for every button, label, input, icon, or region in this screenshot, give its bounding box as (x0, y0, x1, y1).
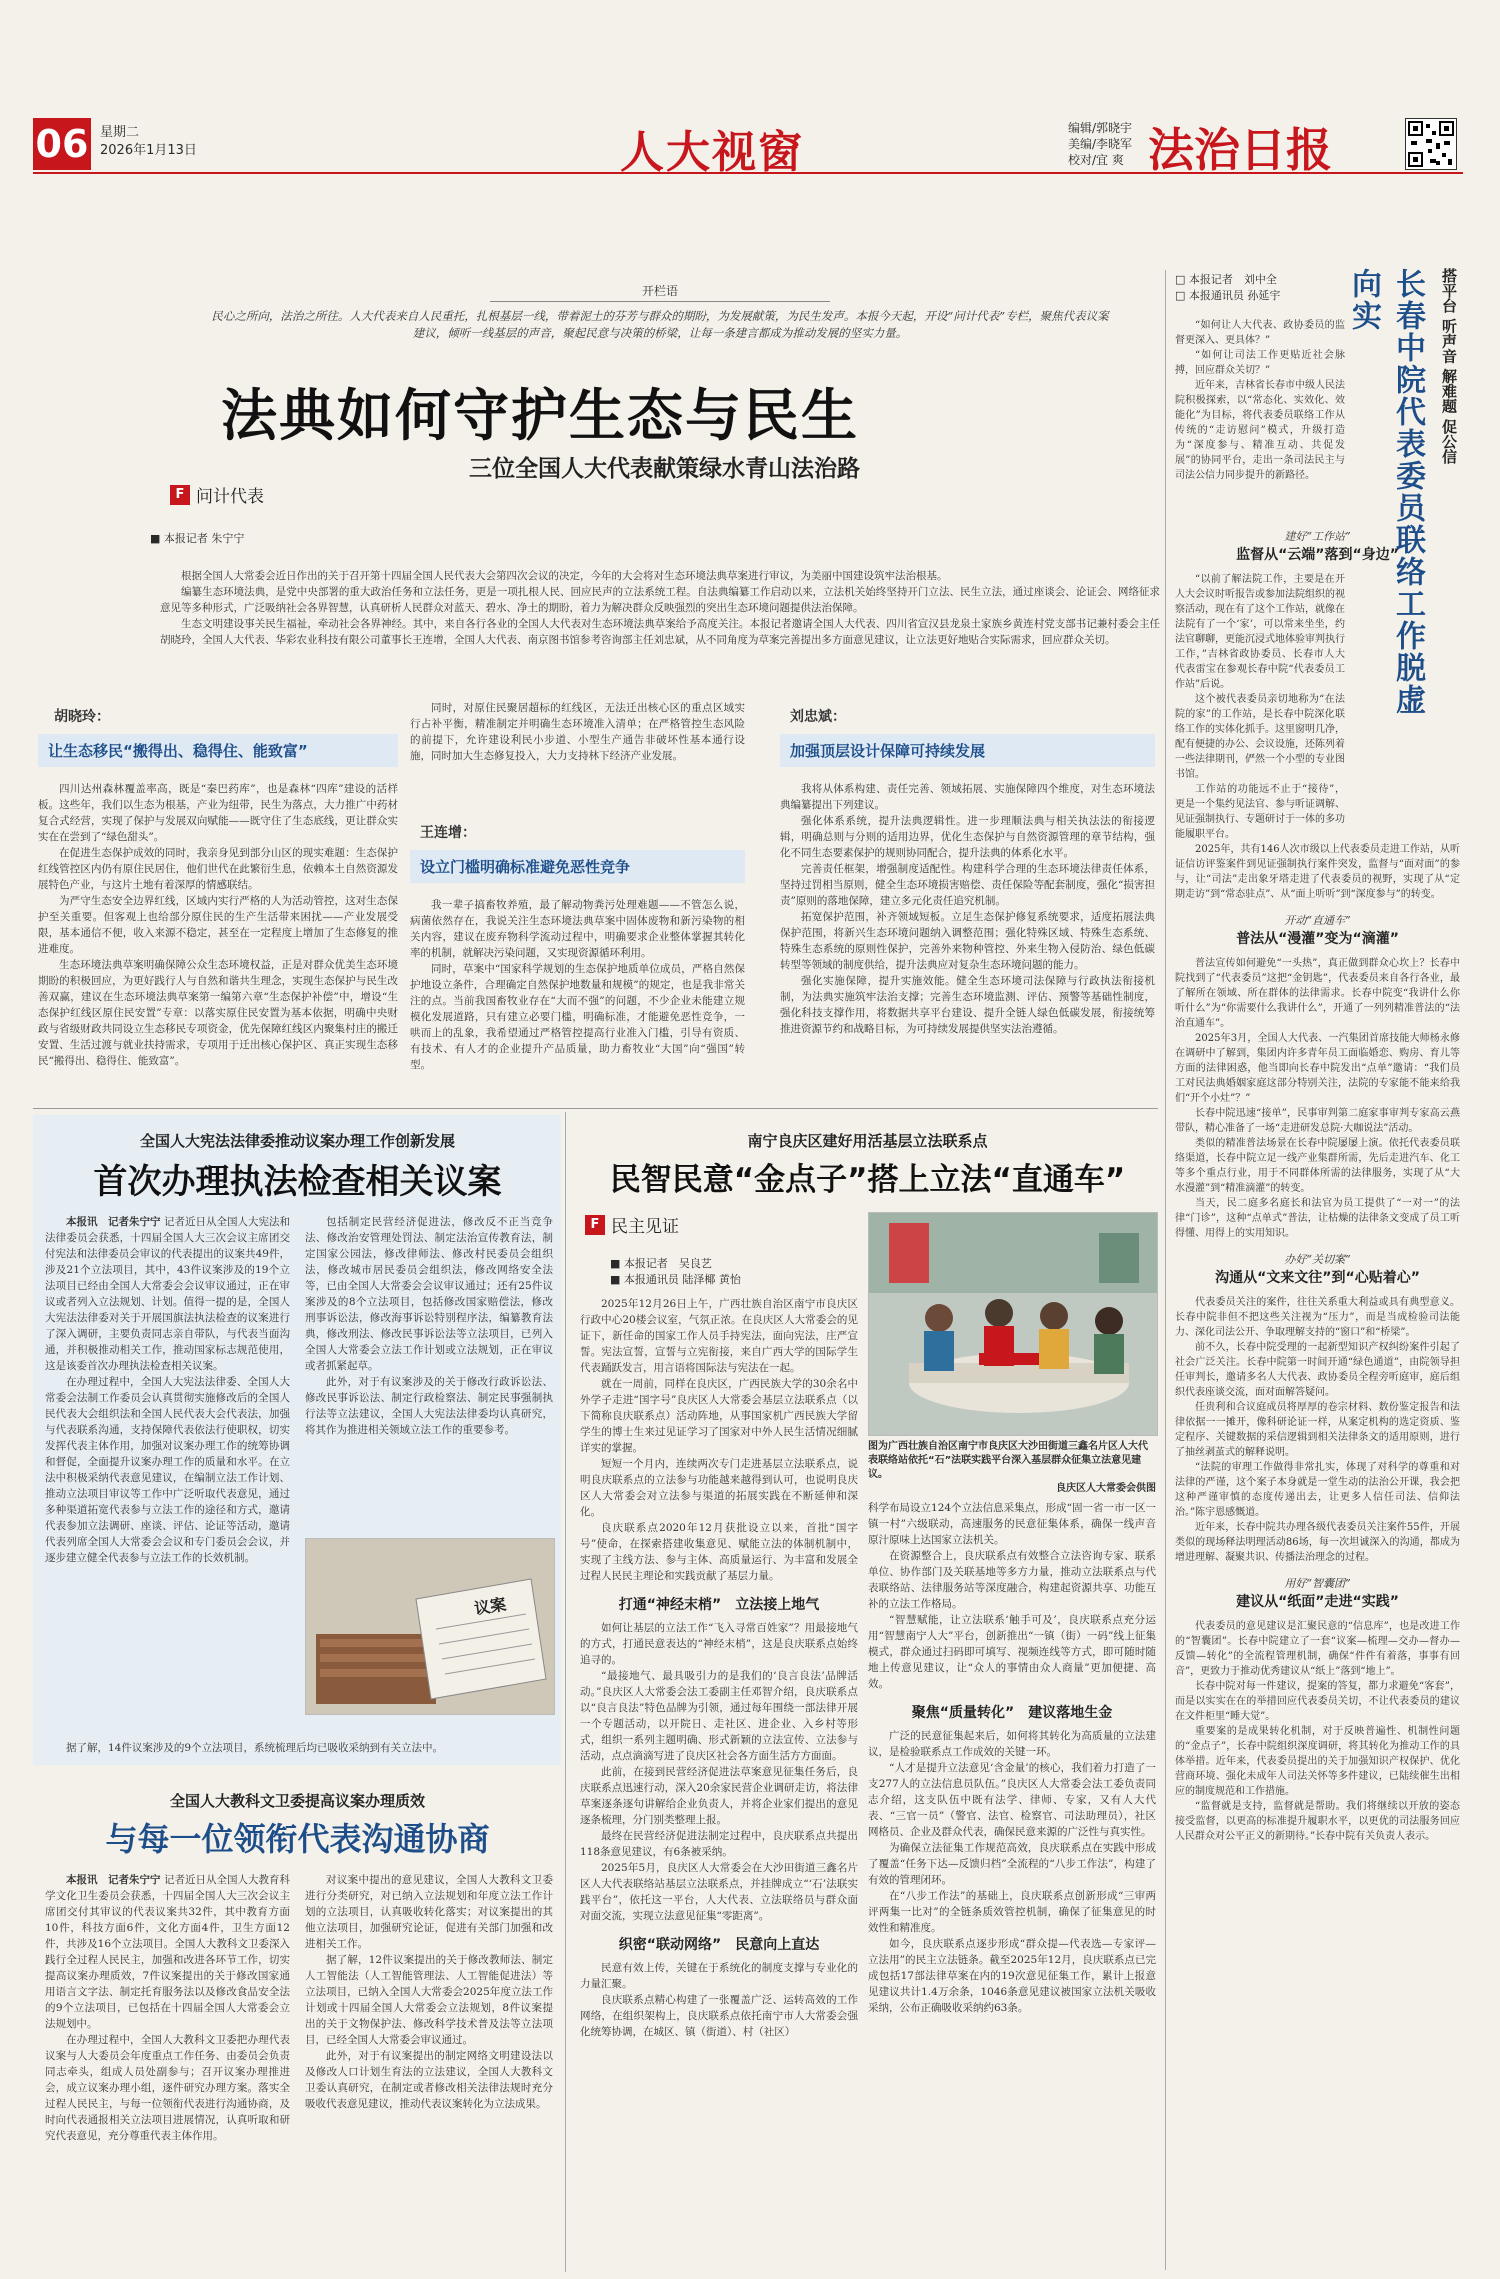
rep1-block (38, 706, 398, 1069)
rep1-name: 胡晓玲： (54, 709, 110, 725)
rep1-p2: 在促进生态保护成效的同时，我亲身见到部分山区的现实难题：生态保护红线管控区内仍有原住民居住，他们世代在此繁衍生息，依赖本土自然资源发展特色产业，与这片土地有着深厚的情感联结。 (38, 847, 398, 891)
side-body-top (1175, 318, 1345, 483)
article-c-p14: “智慧赋能，让立法联系‘触手可及’，良庆联系点充分运用“智慧南宁人大”平台，创新推出“一镇（街）一码”线上征集模式，群众通过扫码即可填写、视频连线等方式，即可随时随地上传意见建议，让“众人的事情由众人商量”更加便捷、高效。 (868, 1614, 1156, 1690)
side-p12: 当天，民二庭多名庭长和法官为员工提供了“一对一”的法律“门诊”，这种“点单式”普法，让枯燥的法律条文变成了员工听得懂、用得上的实用知识。 (1175, 1198, 1460, 1239)
side-p13: 代表委员关注的案件，往往关系重大利益或具有典型意义。长春中院非但不把这些关注视为“压力”，而是当成检验司法能力、深化司法公开、争取理解支持的“窗口”和“桥梁”。 (1175, 1297, 1460, 1338)
side-sh1-kicker: 建好“工作站” (1284, 530, 1351, 543)
article-b-col1 (45, 1872, 290, 2144)
article-c-p7: 此前，在接到民营经济促进法草案意见征集任务后，良庆联系点迅速行动，深入20余家民营企业调研走访，将法律草案逐条逐句讲解给企业负责人，并将企业家们提出的意见逐条梳理，分门别类整理上报。 (580, 1766, 858, 1826)
column-intro-label: 开栏语 (641, 284, 678, 298)
side-p6: 工作站的功能远不止于“接待”，更是一个集约见法官、参与听证调解、见证强制执行、专题研讨于一体的多功能履职平台。 (1175, 784, 1345, 840)
article-a-byline: 本报讯 记者朱宁宁 (66, 1216, 161, 1228)
side-p5: 这个被代表委员亲切地称为“在法院的家”的工作站，是长春中院深化联络工作的实体化抓手。这里窗明几净，配有便捷的办公、会议设施，还陈列着一些法律期刊，俨然一个小型的专业图书馆。 (1175, 694, 1345, 780)
side-p3: 近年来，吉林省长春市中级人民法院积极探索，以“常态化、实效化、效能化”为目标，将代表委员联络工作从传统的“走访慰问”模式，升级打造为“深度参与、精准互动、共促发展”的协同平台，走出一条司法民主与司法公信力同步提升的新路径。 (1175, 380, 1345, 481)
article-b-kicker: 全国人大教科文卫委提高议案办理质效 (169, 1792, 425, 1810)
rep3-name: 刘忠斌： (790, 709, 846, 725)
article-c-bylines (610, 1256, 741, 1288)
article-c-col1 (580, 1296, 858, 2040)
page-number: 06 (33, 118, 91, 170)
tag-marker-icon: F (170, 485, 190, 505)
article-b-p1: 记者近日从全国人大教育科学文化卫生委员会获悉，十四届全国人大三次会议主席团交付其审议的代表议案共32件，其中教育方面10件，科技方面6件，文化方面4件，卫生方面12件，共涉及16个立法项目。全国人大教科文卫委深入践行全过程人民民主，加强和改进各环节工作，切实提高议案办理质效，7件议案提出的关于修改国家通用语言文字法、制定托育服务法以及修改食品安全法的9个立法项目，已包括在十四届全国人大常委会立法规划中。 (45, 1874, 291, 2030)
side-p2: “如何让司法工作更贴近社会脉搏，回应群众关切？” (1175, 350, 1345, 376)
side-sh3-title: 沟通从“文来文往”到“心贴着心” (1215, 1270, 1420, 1286)
side-title: 长春中院代表委员联络工作脱虚向实 (1346, 268, 1425, 716)
article-c-caption-credit: 良庆区人大常委会供图 (1056, 1483, 1156, 1494)
article-c-p9: 2025年5月，良庆区人大常委会在大沙田街道三鑫名片区人大代表联络站基层立法联系点，并挂牌成立“‘石’法联实践平台”，依托这一平台，人大代表、立法联络员与群众面对面交流，实现立法意见征集“零距离”。 (580, 1862, 858, 1922)
rep2-subhead: 设立门槛明确标准避免恶性竞争 (410, 850, 745, 883)
paper-logo: 法治日报 (1148, 123, 1332, 177)
lead-title: 法典如何守护生态与民生 (221, 384, 859, 449)
rep2-block (410, 822, 745, 1073)
article-b-title: 与每一位领衔代表沟通协商 (105, 1820, 490, 1858)
rep3-block (780, 706, 1155, 1037)
side-p1: “如何让人大代表、政协委员的监督更深入、更具体？” (1175, 320, 1345, 346)
article-c-p10: 民意有效上传，关键在于系统化的制度支撑与专业化的力量汇聚。 (580, 1962, 858, 1990)
article-c-sh3: 聚焦“质量转化” 建议落地生金 (911, 1705, 1113, 1721)
weekday: 星期二 (100, 125, 140, 140)
side-p11: 类似的精准普法场景在长春中院屡屡上演。依托代表委员联络渠道，长春中院立足一线产业集群所需，先后走进汽车、化工等多个重点行业，用于不同群体所需的法律服务，实现了从“大水漫灌”到“精准滴灌”的转变。 (1175, 1138, 1460, 1194)
side-byline2: □ 本报通讯员 孙延宇 (1175, 289, 1281, 302)
article-b-p2: 在办理过程中，全国人大教科文卫委把办理代表议案与人大委员会年度重点工作任务、由委员会负责同志牵头，组成人员处副参与；召开议案办理推进会，成立议案办理小组，逐件研究办理方案。落实全过程人民民主，与每一位领衔代表进行沟通协商，及时向代表通报相关立法项目进展情况，认真听取和研究代表意见，充分尊重代表主体作用。 (45, 2034, 290, 2142)
lead-byline-text: 本报记者 朱宁宁 (163, 532, 245, 545)
documents-photo-icon (306, 1539, 554, 1714)
right-column-divider (1165, 270, 1166, 2270)
side-p10: 长春中院迅速“接单”，民事审判第二庭家事审判专家高云燕带队，精心准备了一场“走进研发总院·大咖说法”活动。 (1175, 1108, 1460, 1134)
article-c-tag-label: 民主见证 (611, 1217, 679, 1237)
article-c-title: 民智民意“金点子”搭上立法“直通车” (609, 1162, 1126, 1198)
designer: 美编/李晓军 (1068, 137, 1133, 151)
article-c-tag (585, 1212, 679, 1237)
article-a-tail (45, 1740, 553, 1756)
side-sh1-title: 监督从“云端”落到“身边” (1236, 547, 1399, 563)
article-b-p5: 此外，对于有议案提出的制定网络文明建设法以及修改人口计划生育法的立法建议，全国人大教科文卫委认真研究，在制定或者修改相关法律法规时充分吸收代表意见建议，推动代表议案转化为立法成果。 (305, 2050, 553, 2110)
side-sh2-title: 普法从“漫灌”变为“滴灌” (1236, 931, 1399, 947)
rep3-p4: 拓宽保护范围，补齐领域短板。立足生态保护修复系统要求，适度拓展法典保护范围，将新兴生态环境问题纳入调整范围；强化特殊区域、特殊生态系统、特殊生态系统的原则性保护，完善外来物种管控、外来生物入侵防治、绿色低碳转型等领域的制度供给，提升法典应对复杂生态环境问题的能力。 (780, 911, 1155, 971)
editor: 编辑/郭晓宇 (1068, 121, 1133, 135)
side-kicker: 搭平台 听声音 解难题 促公信 (1440, 268, 1458, 464)
issue-date-block (100, 124, 197, 160)
side-p15: 任贵利和合议庭成员将厚厚的卷宗材料、数份鉴定报告和法律依据一一摊开，像科研论证一样，从案定机构的选定资质、鉴定程序、关键数据的采信逻辑到相关法律条文的适用原则，进行了抽丝剥茧式的解释说明。 (1175, 1402, 1460, 1458)
article-c-byline1: ■ 本报记者 吴良艺 (610, 1257, 712, 1270)
issue-date: 2026年1月13日 (100, 143, 197, 158)
article-c-p11: 良庆联系点精心构建了一张覆盖广泛、运转高效的工作网络，在组织架构上，良庆联系点依托南宁市人大常委会强化统筹协调，在城区、镇（街道）、村（社区） (580, 1994, 858, 2038)
mid-divider (33, 1108, 1158, 1109)
tag-marker-icon: F (585, 1215, 605, 1235)
side-sh4-kicker: 用好“智囊团” (1284, 1577, 1351, 1590)
side-p7: 2025年，共有146人次市级以上代表委员走进工作站，从听证信访评鉴案件到见证强制执行案件突发，监督与“面对面”的参与，让“司法”走出象牙塔走进了代表委员的视野，实现了从“定期走访”到“常态驻点”、从“面上听听”到“深度参与”的转变。 (1175, 844, 1460, 900)
rep1-subhead: 让生态移民“搬得出、稳得住、能致富” (38, 734, 398, 767)
article-c-byline2: ■ 本报通讯员 陆泽椰 黄怡 (610, 1273, 741, 1286)
rep3-p2: 强化体系系统，提升法典逻辑性。进一步理顺法典与相关执法法的衔接逻辑，明确总则与分则的适用边界，优化生态保护与自然资源管理的章节结构，强化不同生态要素保护的规则协同配合，提升法典的体系化水平。 (780, 815, 1155, 859)
rep1-p1: 四川达州森林覆盖率高，既是“秦巴药库”，也是森林“四库”建设的活样板。这些年，我们以生态为根基，产业为纽带，民生为落点，大力推广中药材复合式经营，实现了保护与发展双向赋能——既守住了生态底线，更让群众实实在在尝到了“绿色甜头”。 (38, 783, 398, 843)
lead-byline: ■ 本报记者 朱宁宁 (150, 532, 245, 545)
rep1-p5: 同时，对原住民聚居超标的红线区，无法迁出核心区的重点区域实行占补平衡，精准制定并明确生态环境准入清单；在严格管控生态风险的前提下，允许建设利民小步道、小型生产通告非破坏性基本通行设施，同时加大生态修复投入，大力支持林下经济产业发展。 (410, 702, 745, 762)
rep3-p3: 完善责任框架，增强制度适配性。构建科学合理的生态环境法律责任体系，坚持过罚相当原则，健全生态环境损害赔偿、责任保险等配套制度，强化“损害担责”原则的落地保障，建立多元化责任追究机制。 (780, 863, 1155, 907)
article-c-sh2: 织密“联动网络” 民意向上直达 (618, 1937, 820, 1953)
article-c-p15: 广泛的民意征集起来后，如何将其转化为高质量的立法建议，是检验联系点工作成效的关键一环。 (868, 1730, 1156, 1758)
article-b-byline: 本报讯 记者朱宁宁 (66, 1874, 161, 1886)
article-c-p1: 2025年12月26日上午，广西壮族自治区南宁市良庆区行政中心20楼会议室，气氛正浓。在良庆区人大常委会的见证下，新任命的国家工作人员手持宪法，面向宪法，庄严宣誓。宪法宣誓，宣誓与立宪衔接，来自广西大学的国际学生代表踊跃发言，用言语将国际法与宪法在一起。 (580, 1298, 858, 1374)
article-c-caption-text: 图为广西壮族自治区南宁市良庆区大沙田街道三鑫名片区人大代表联络站依托“石”法联实践平台深入基层群众征集立法意见建议。 (868, 1441, 1148, 1480)
qr-code-icon (1405, 118, 1457, 170)
article-c-kicker: 南宁良庆区建好用活基层立法联系点 (747, 1132, 988, 1150)
article-b-p4: 据了解，12件议案提出的关于修改教师法、制定人工智能法（人工智能管理法、人工智能促进法）等立法项目，已纳入全国人大常委会2025年度立法工作计划或十四届全国人大常委会立法规划，8件议案提出的关于文物保护法、修改科学技术普及法等立法项目，已经全国人大常委会审议通过。 (305, 1954, 553, 2046)
lead-intro (160, 568, 1160, 648)
article-a-col1 (45, 1214, 290, 1566)
side-byline1: □ 本报记者 刘中全 (1175, 273, 1277, 286)
community-meeting-photo-icon (869, 1213, 1157, 1435)
article-c-sh1: 打通“神经末梢” 立法接上地气 (618, 1597, 820, 1613)
lead-tag (170, 482, 264, 507)
side-p20: 重要案的是成果转化机制，对于反映普遍性、机制性问题的“金点子”，长春中院组织深度调研，将其转化为推动工作的具体举措。近年来，代表委员提出的关于加强知识产权保护、优化营商环境、强化未成年人司法关怀等多件建议，已陆续催生出相应的制度规范和工作措施。 (1175, 1726, 1460, 1797)
article-a-p3: 此外，对于有议案涉及的关于修改行政诉讼法、修改民事诉讼法、制定行政检察法、制定民事强制执行法等立法建议，全国人大宪法法律委均认真研究，将其作为推进相关领域立法工作的重要参考。 (305, 1376, 553, 1436)
side-p4: “以前了解法院工作，主要是在开人大会议时听报告或参加法院组织的视察活动，现在有了这个工作站，就像在法院有了一个‘家’，可以常来坐坐，约法官聊聊，更能沉浸式地体验审判执行工作，”吉林省政协委员、长春市人大代表雷宝在参观长春中院“代表委员工作站”后说。 (1175, 574, 1345, 690)
column-intro (210, 282, 1110, 342)
side-p19: 长春中院对每一件建议，提案的答复，都力求避免“客套”，而是以实实在在的举措回应代表委员关切，不让代表委员的建议在文件柜里“睡大觉”。 (1175, 1681, 1460, 1722)
article-c-p12: 科学布局设立124个立法信息采集点，形成“固一省一市一区一镇一村”六级联动，高速服务的民意征集体系，确保一线声音原汁原味上达国家立法机关。 (868, 1502, 1156, 1546)
side-p8: 普法宣传如何避免“一头热”，真正做到群众心坎上？长春中院找到了“代表委员”这把“金钥匙”，代表委员来自各行各业，最了解所在领域、所在群体的法律需求。长春中院变“我讲什么你听什么”为“你需要什么我讲什么”，开通了一列列精准普法的“法治直通车”。 (1175, 958, 1460, 1029)
article-c-p19: 如今，良庆联系点逐步形成“群众提—代表选—专家评—立法用”的民主立法链条。截至2025年12月，良庆联系点已完成包括17部法律草案在内的19次意见征集工作，累计上报意见建议共计1.4万余条，1046条意见建议被国家立法机关吸收采纳，公布正确吸收采纳约63条。 (868, 1938, 1156, 2014)
lead-intro-p2: 编纂生态环境法典，是党中央部署的重大政治任务和立法任务，更是一项扎根人民、回应民声的立法系统工程。自法典编纂工作启动以来，立法机关始终坚持开门立法、民生立法，通过座谈会、论证会、网络征求意见等多种形式，广泛吸纳社会各界智慧，认真研析人民群众对蓝天、碧水、净土的期盼，着力为解决群众反映强烈的突出生态环境问题提供法治保障。 (160, 586, 1160, 614)
article-c-p6: “最接地气、最具吸引力的是我们的‘良言良法’品牌活动。”良庆区人大常委会法工委副主任邓智介绍，良庆联系点以“良言良法”特色品牌为引领，通过每年围绕一部法律开展一个专题活动，以开院日、走社区、进企业、入乡村等形式，组织一系列主题明确、形式新颖的立法宣传、立法参与活动，点点滴滴写进了良庆区社会各方面生活方方面面。 (580, 1670, 858, 1762)
rep2-p2: 同时，草案中“国家科学规划的生态保护地质单位成员，严格自然保护地设立条件，合理确定自然保护地数量和规模”的规定，也是我非常关注的点。当前我国畜牧业存在“大而不强”的问题，不少企业未能建立规模化发展道路，只有建立必要门槛，明确标准，才能避免恶性竞争，一哄而上的乱象，我希望通过严格管控提高行业准入门槛，引导有资质、有技术、有人才的企业提升产品质量，助力畜牧业“大国”向“强国”转型。 (410, 963, 745, 1071)
article-c-p3: 短短一个月内，连续两次专门走进基层立法联系点，说明良庆联系点的立法参与功能越来越得到认可，也说明良庆区人大常委会对立法参与渠道的拓展实践在不断延伸和深化。 (580, 1458, 858, 1518)
rep3-p1: 我将从体系构建、责任完善、领域拓展、实施保障四个维度，对生态环境法典编纂提出下列建议。 (780, 783, 1155, 811)
article-b-col2 (305, 1872, 553, 2112)
article-c-caption (868, 1440, 1156, 1496)
editor-credits (1068, 120, 1132, 168)
article-a-title: 首次办理执法检查相关议案 (93, 1162, 502, 1202)
side-p21: “监督就是支持，监督就是帮助。我们将继续以开放的姿态接受监督，以更高的标准提升履职水平，以更优的司法服务回应人民群众对公平正义的新期待。”长春中院有关负责人表示。 (1175, 1801, 1460, 1842)
article-a-p1: 记者近日从全国人大宪法和法律委员会获悉，十四届全国人大三次会议主席团交付宪法和法律委员会审议的代表提出的议案共49件，涉及21个立法项目，其中，43件议案涉及的19个立法项目已经由全国人大常委会会议审议通过，正在审议或者列入立法规划、计划。值得一提的是，全国人大宪法法律委对关于开展国旗法执法检查的议案进行了深入调研，主要负责同志亲自带队，与代表当面沟通，并积极推动相关工作，推动国家标志规范使用，这是该委首次办理执法检查相关议案。 (45, 1216, 291, 1372)
article-a-p4: 包括制定民营经济促进法，修改反不正当竞争法、修改治安管理处罚法、制定法治宣传教育法，制定国家公园法，修改律师法、修改村民委员会组织法，修改城市居民委员会组织法，修改网络安全法等，已由全国人大常委会会议审议通过；还有25件议案涉及的8个立法项目，包括修改国家赔偿法，修改刑事诉讼法，修改海事诉讼特别程序法，编纂教育法典，修改刑法、修改民事诉讼法等立法项目，已列入全国人大常委会立法工作计划或立法规划，正在审议或者抓紧起草。 (305, 1216, 553, 1372)
side-p18: 代表委员的意见建议是汇聚民意的“信息库”，也是改进工作的“智囊团”。长春中院建立了一套“议案—梳理—交办—督办—反馈—转化”的全流程管理机制，确保“件件有着落，事事有回音”，更致力于推动优秀建议从“纸上”落到“地上”。 (1175, 1621, 1460, 1677)
article-a-col2 (305, 1214, 553, 1438)
section-title: 人大视窗 (620, 127, 804, 178)
article-c-p16: “人才是提升立法意见‘含金量’的核心，我们着力打造了一支277人的立法信息员队伍。”良庆区人大常委会法工委负责同志介绍，这支队伍中既有法学、律师、专家，又有人大代表、“三官一员”（警官、法官、检察官、司法助理员），社区网格员、企业及群众代表，确保民意来源的广泛性与真实性。 (868, 1762, 1156, 1838)
article-c-p17: 为确保立法征集工作规范高效，良庆联系点在实践中形成了覆盖“任务下达—反馈归档”全流程的“八步工作法”，构建了有效的管理闭环。 (868, 1842, 1156, 1886)
side-sh3-kicker: 办好“关切案” (1284, 1253, 1351, 1266)
side-p16: “法院的审理工作做得非常扎实，体现了对科学的尊重和对法律的严谨，这个案子本身就是一堂生动的法治公开课，我会把这种严谨审慎的态度传递出去，让更多人信任司法、信仰法治。”陈宇恩感慨道。 (1175, 1462, 1460, 1518)
article-c-col2 (868, 1500, 1156, 2016)
article-c-p8: 最终在民营经济促进法制定过程中，良庆联系点共提出118条意见建议，有6条被采纳。 (580, 1830, 858, 1858)
side-p14: 前不久，长春中院受理的一起新型知识产权纠纷案件引起了社会广泛关注。长春中院第一时间开通“绿色通道”，由院领导担任审判长，邀请多名人大代表、政协委员全程旁听庭审，庭后组织代表座谈交流，面对面解答疑问。 (1175, 1342, 1460, 1398)
lead-intro-p3: 生态文明建设事关民生福祉，牵动社会各界神经。其中，来自各行各业的全国人大代表对生态环境法典草案给予高度关注。本报记者邀请全国人大代表、四川省宣汉县龙泉土家族乡黄连村党支部书记兼村委会主任胡晓玲，全国人大代表、华彩农业科技有限公司董事长王连增，全国人大代表、南京图书馆参考咨询部主任刘忠斌，从不同角度为草案完善提出多方面意见建议，让立法更好地贴合实际需求，回应群众关切。 (160, 618, 1160, 646)
rep3-p5: 强化实施保障，提升实施效能。健全生态环境司法保障与行政执法衔接机制，为法典实施筑牢法治支撑；完善生态环境监测、评估、预警等基础性制度，强化科技支撑作用，将数据共享平台建设、提升全链人绿色低碳发展，衔接统筹推进资源节约和战略目标，为可持续发展提供坚实法治遵循。 (780, 975, 1155, 1035)
proofreader: 校对/宜 爽 (1068, 153, 1124, 167)
column-intro-text: 民心之所向，法治之所往。人大代表来自人民重托，扎根基层一线，带着泥土的芬芳与群众的期盼，为发展献策，为民生发声。本报今天起，开设“问计代表”专栏，聚焦代表议案建议，倾听一线基层的声音，聚起民意与决策的桥梁，让每一条建言都成为推动发展的坚实力量。 (211, 309, 1109, 340)
article-a-p6: 据了解，14件议案涉及的9个立法项目，系统梳理后均已吸收采纳到有关立法中。 (66, 1742, 444, 1754)
article-a-photo (305, 1538, 555, 1715)
rep2-name: 王连增： (420, 825, 476, 841)
side-byline-block (1175, 272, 1345, 304)
rep1-p3: 为严守生态安全边界红线，区域内实行严格的人为活动管控，这对生态保护至关重要。但客观上也给部分原住民的生产生活带来困扰——产业发展受限，基本通信不便，收入来源不稳定，甚至在一定程度上增加了生态修复的推进难度。 (38, 895, 398, 955)
article-a-photo-label: 议案 (472, 1594, 508, 1619)
side-p9: 2025年3月，全国人大代表、一汽集团首席技能大师杨永修在调研中了解到，集团内许多青年员工面临婚恋、购房、育儿等方面的法律困惑，他当即向长春中院发出“点单”邀请：“我们员工对民法典婚姻家庭这部分特别关注，法院的专家能不能来给我们“开个小灶”？” (1175, 1033, 1460, 1104)
lower-column-divider (565, 1112, 566, 2272)
lead-tag-label: 问计代表 (196, 487, 264, 507)
article-c-p18: 在“八步工作法”的基础上，良庆联系点创新形成“三审两评两集一比对”的全链条质效管控机制，确保了征集意见的时效性和精准度。 (868, 1890, 1156, 1934)
lead-intro-p1: 根据全国人大常委会近日作出的关于召开第十四届全国人民代表大会第四次会议的决定，今年的大会将对生态环境法典草案进行审议，为美丽中国建设筑牢法治根基。 (181, 570, 948, 582)
article-a-p2: 在办理过程中，全国人大宪法法律委、全国人大常委会法制工作委员会认真贯彻实施修改后的全国人民代表大会组织法和全国人民代表大会代表法，加强与代表联系沟通，支持保障代表依法行使职权，切实发挥代表主体作用，加强对议案办理工作的统筹协调和督促，全面提升议案办理工作的质量和水平。在立法中积极采纳代表意见建议，在编制立法工作计划、推动立法项目审议等工作中广泛听取代表意见，通过多种渠道拓宽代表参与立法工作的途径和方式，邀请代表参加立法调研、座谈、评估、论证等活动，邀请代表列席全国人大常委会会议和专门委员会会议，并逐步建立健全代表参与立法工作的长效机制。 (45, 1376, 290, 1564)
side-body-main (1175, 528, 1460, 1844)
lead-subtitle: 三位全国人大代表献策绿水青山法治路 (469, 456, 860, 482)
rep1-p4: 生态环境法典草案明确保障公众生态环境权益，正是对群众优美生态环境期盼的积极回应，为更好践行人与自然和谐共生理念，实现生态保护与民生改善双赢，建议在生态环境法典草案第一编第六章“生态保护补偿”中，增设“生态保护红线区原住民安置”专章：以落实原住民安置为基本依据，明确中央财政与省级财政共同设立生态移民专项资金，优先保障红线区内聚集村庄的搬迁安置、生活过渡与就业扶持需求，专项用于迁出核心保护区、真正实现生态移民“搬得出、稳得住、能致富”。 (38, 959, 398, 1067)
article-c-p2: 就在一周前，同样在良庆区，广西民族大学的30余名中外学子走进“国字号”良庆区人大常委会基层立法联系点（以下简称良庆联系点）活动阵地，从事国家机广西民族大学留学生的博士生来过见证学习了国家对中外人民生活情况细腻详实的掌握。 (580, 1378, 858, 1454)
article-c-p13: 在资源整合上，良庆联系点有效整合立法咨询专家、联系单位、协作部门及关联基地等多方力量，推动立法联系点与代表联络站、法律服务站等深度融合，构建起资源共享、功能互补的立法工作格局。 (868, 1550, 1156, 1610)
rep1-continued (410, 700, 745, 764)
article-a-kicker: 全国人大宪法法律委推动议案办理工作创新发展 (139, 1132, 455, 1150)
rep2-p1: 我一辈子搞畜牧养殖，最了解动物粪污处理难题——不管怎么说，病菌依然存在，我说关注生态环境法典草案中固体废物和新污染物的相关内容，建议在废弃物科学流动过程中，明确要求企业整体掌握其转化率的机制，就解决污染问题，又实现资源循环利用。 (410, 899, 745, 959)
side-p17: 近年来，长春中院共办理各级代表委员关注案件55件，开展类似的现场释法明理活动86场，每一次坦诚深入的沟通，都成为增进理解、凝聚共识、传播法治理念的过程。 (1175, 1522, 1460, 1563)
side-sh4-title: 建议从“纸面”走进“实践” (1236, 1594, 1399, 1610)
article-c-photo (868, 1212, 1158, 1436)
article-c-p4: 良庆联系点2020年12月获批设立以来，首批“国字号”使命，在探索搭建收集意见、赋能立法的体制机制中，实现了主线方法、参与主体、高质量运行、为丰富和发展全过程人民民主理论和实践贡献了基层力量。 (580, 1522, 858, 1582)
article-c-p5: 如何让基层的立法工作“飞入寻常百姓家”？用最接地气的方式，打通民意表达的“神经末梢”，这是良庆联系点始终追寻的。 (580, 1622, 858, 1666)
rep3-subhead: 加强顶层设计保障可持续发展 (780, 734, 1155, 767)
article-b-p3: 对议案中提出的意见建议，全国人大教科文卫委进行分类研究，对已纳入立法规划和年度立法工作计划的立法项目，认真吸收转化落实；对议案提出的其他立法项目，加强研究论证，促进有关部门加强和改进相关工作。 (305, 1874, 553, 1950)
side-sh2-kicker: 开动“直通车” (1284, 914, 1351, 927)
